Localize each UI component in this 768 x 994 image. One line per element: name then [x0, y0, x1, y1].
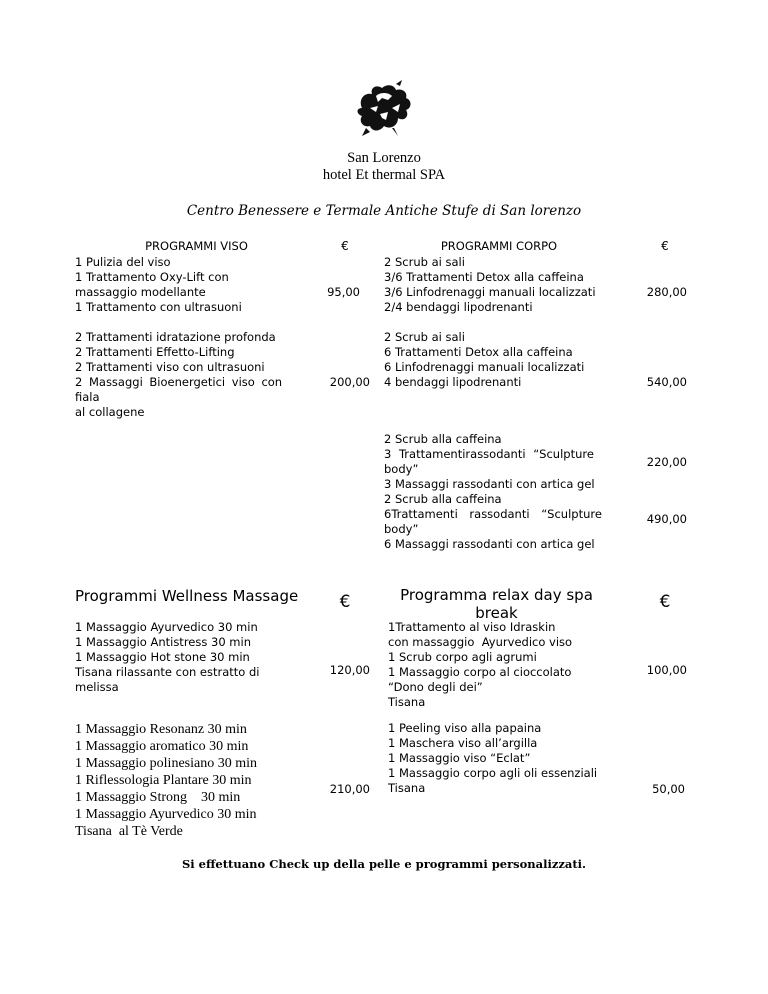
- wellness-heading: Programmi Wellness Massage: [75, 587, 299, 605]
- viso-currency: €: [341, 239, 349, 253]
- wellness-block-1: [75, 620, 320, 695]
- list-item: 6Trattamenti rassodanti “Sculpture: [384, 507, 602, 521]
- list-item: body”: [384, 522, 419, 536]
- list-item: 3/6 Trattamenti Detox alla caffeina: [384, 270, 584, 284]
- list-item: Tisana: [388, 695, 426, 709]
- header-line-2: hotel Et thermal SPA: [322, 167, 446, 183]
- list-item: 1 Massaggio corpo al cioccolato: [388, 665, 572, 679]
- wellness-price-1: 120,00: [329, 663, 370, 677]
- list-item: melissa: [75, 680, 119, 694]
- list-item: body”: [384, 462, 419, 476]
- relax-block-2: [388, 721, 633, 796]
- wellness-block-2: [75, 721, 320, 840]
- relax-heading-line-1: Programma relax day spa: [400, 586, 593, 604]
- wellness-price-2: 210,00: [329, 782, 370, 796]
- list-item: 2/4 bendaggi lipodrenanti: [384, 300, 533, 314]
- list-item: 2 Trattamenti idratazione profonda: [75, 330, 276, 344]
- list-item: 1 Massaggio Hot stone 30 min: [75, 650, 250, 664]
- viso-price-2: 200,00: [329, 375, 370, 389]
- corpo-price-2: 540,00: [646, 375, 687, 389]
- list-item: 2 Scrub ai sali: [384, 255, 465, 269]
- list-item: 2 Scrub alla caffeina: [384, 432, 502, 446]
- list-item: Tisana: [388, 781, 426, 795]
- list-item: 1 Maschera viso all’argilla: [388, 736, 538, 750]
- corpo-price-3: 220,00: [646, 455, 687, 469]
- viso-block-1: [75, 255, 320, 315]
- list-item: 1 Massaggio Antistress 30 min: [75, 635, 251, 649]
- viso-heading: PROGRAMMI VISO: [145, 239, 248, 253]
- list-item: 1 Massaggio viso “Eclat”: [388, 751, 531, 765]
- wellness-currency: €: [339, 592, 351, 612]
- list-item: 3 Massaggi rassodanti con artica gel: [384, 477, 595, 491]
- relax-price-2: 50,00: [652, 782, 685, 796]
- list-item: 1 Trattamento Oxy-Lift con: [75, 270, 229, 284]
- viso-block-2: [75, 330, 320, 420]
- dragon-crest-icon: [352, 78, 416, 140]
- corpo-price-4: 490,00: [646, 512, 687, 526]
- list-item: 1 Massaggio corpo agli oli essenziali: [388, 766, 598, 780]
- corpo-block-1: [384, 255, 629, 315]
- list-item: 2 Trattamenti Effetto-Lifting: [75, 345, 235, 359]
- list-item: 1 Pulizia del viso: [75, 255, 171, 269]
- relax-currency: €: [659, 592, 671, 612]
- list-item: 1 Massaggio Ayurvedico 30 min: [75, 620, 258, 634]
- footer-note: Si effettuano Check up della pelle e programmi personalizzati.: [181, 857, 587, 871]
- corpo-block-3: [384, 432, 629, 492]
- viso-price-1: 95,00: [327, 285, 360, 299]
- corpo-block-2: [384, 330, 629, 390]
- relax-block-1: [388, 620, 633, 710]
- list-item: 1 Massaggio aromatico 30 min: [75, 739, 249, 754]
- list-item: massaggio modellante: [75, 285, 206, 299]
- list-item: 1 Peeling viso alla papaina: [388, 721, 542, 735]
- list-item: 1 Massaggio Resonanz 30 min: [75, 722, 247, 737]
- list-item: 1 Massaggio polinesiano 30 min: [75, 756, 257, 771]
- list-item: 2 Scrub alla caffeina: [384, 492, 502, 506]
- list-item: 6 Massaggi rassodanti con artica gel: [384, 537, 595, 551]
- list-item: 1 Massaggio Ayurvedico 30 min: [75, 807, 257, 822]
- list-item: con massaggio Ayurvedico viso: [388, 635, 573, 649]
- list-item: 1 Massaggio Strong 30 min: [75, 790, 241, 805]
- list-item: 4 bendaggi lipodrenanti: [384, 375, 522, 389]
- relax-heading: [384, 586, 609, 622]
- relax-price-1: 100,00: [646, 663, 687, 677]
- list-item: 1 Riflessologia Plantare 30 min: [75, 773, 252, 788]
- list-item: Tisana al Tè Verde: [75, 824, 183, 839]
- list-item: Tisana rilassante con estratto di: [75, 665, 260, 679]
- list-item: 3/6 Linfodrenaggi manuali localizzati: [384, 285, 596, 299]
- list-item: 3 Trattamentirassodanti “Sculpture: [384, 447, 594, 461]
- list-item: 6 Linfodrenaggi manuali localizzati: [384, 360, 585, 374]
- list-item: 1Trattamento al viso Idraskin: [388, 620, 556, 634]
- list-item: 2 Scrub ai sali: [384, 330, 465, 344]
- list-item: al collagene: [75, 405, 145, 419]
- corpo-currency: €: [661, 239, 669, 253]
- list-item: 6 Trattamenti Detox alla caffeina: [384, 345, 573, 359]
- list-item: “Dono degli dei”: [388, 680, 483, 694]
- page-subtitle: Centro Benessere e Termale Antiche Stufe di San lorenzo: [186, 203, 582, 219]
- corpo-block-4: [384, 492, 629, 552]
- list-item: fiala: [75, 390, 100, 404]
- list-item: 2 Trattamenti viso con ultrasuoni: [75, 360, 265, 374]
- corpo-price-1: 280,00: [646, 285, 687, 299]
- relax-heading-line-2: break: [475, 604, 518, 622]
- list-item: 1 Trattamento con ultrasuoni: [75, 300, 242, 314]
- list-item: 2 Massaggi Bioenergetici viso con: [75, 375, 283, 389]
- corpo-heading: PROGRAMMI CORPO: [440, 239, 558, 253]
- list-item: 1 Scrub corpo agli agrumi: [388, 650, 537, 664]
- header-line-1: San Lorenzo: [347, 150, 421, 166]
